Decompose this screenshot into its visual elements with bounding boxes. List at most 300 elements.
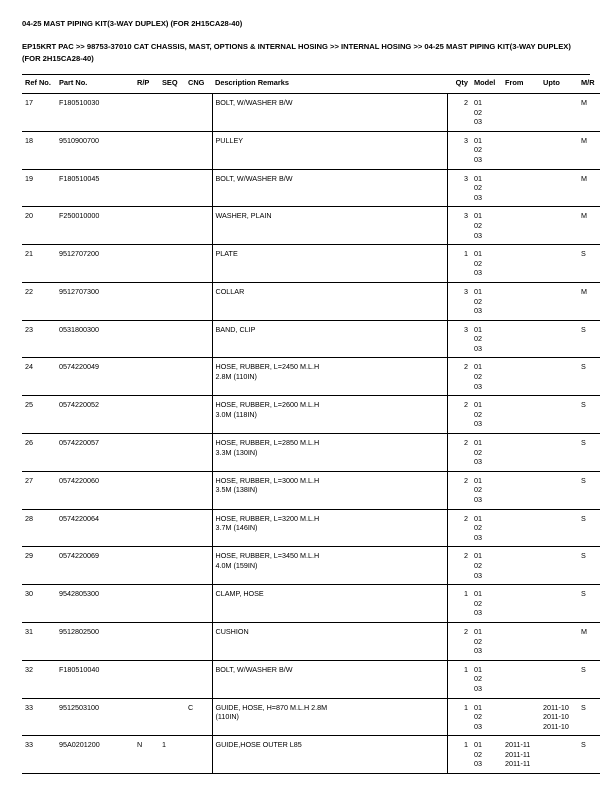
table-row [22, 282, 600, 320]
cell-model-line: 01 [474, 362, 482, 372]
cell-model-line: 02 [474, 220, 482, 230]
cell-model-line: 01 [474, 513, 482, 523]
cell-cng [185, 434, 212, 472]
cell-desc-line: (110IN) [215, 712, 239, 722]
cell-desc [212, 660, 447, 698]
cell-seq [159, 471, 185, 509]
cell-ref: 24 [22, 358, 56, 396]
cell-seq [159, 660, 185, 698]
cell-model-line: 03 [474, 230, 482, 240]
cell-desc-line: HOSE, RUBBER, L=2850 M.L.H [215, 438, 320, 448]
cell-ref: 22 [22, 282, 56, 320]
cell-from-line: 2011-11 [505, 759, 531, 769]
cell-desc-line: 3.7M (146IN) [215, 523, 258, 533]
cell-mr: M [578, 131, 600, 169]
cell-desc-line: HOSE, RUBBER, L=2600 M.L.H [215, 400, 320, 410]
cell-from [502, 131, 540, 169]
cell-part: 0574220060 [56, 471, 134, 509]
cell-desc-line: PULLEY [215, 135, 244, 145]
cell-model [471, 736, 502, 774]
cell-part: 0574220064 [56, 509, 134, 547]
cell-qty: 2 [447, 509, 471, 547]
breadcrumb: EP15KRT PAC >> 98753-37010 CAT CHASSIS, MAST, OPTIONS & INTERNAL HOSING >> INTERNAL HOSING >> 04-25 MAST PIPING KIT(3-WAY DUPLEX) (FOR 2H15CA28-40) [22, 42, 571, 63]
cell-ref: 17 [22, 94, 56, 132]
cell-model-line: 03 [474, 343, 482, 353]
cell-from [502, 736, 540, 774]
cell-from [502, 94, 540, 132]
cell-cng [185, 320, 212, 358]
cell-model-line: 02 [474, 560, 482, 570]
column-header-seq: SEQ [159, 75, 185, 94]
cell-part: 0574220052 [56, 396, 134, 434]
cell-model-line: 03 [474, 608, 482, 618]
cell-model-line: 01 [474, 664, 482, 674]
column-header-rp: R/P [134, 75, 159, 94]
cell-qty: 2 [447, 94, 471, 132]
cell-desc [212, 585, 447, 623]
cell-desc [212, 282, 447, 320]
cell-desc [212, 434, 447, 472]
table-row [22, 207, 600, 245]
table-row [22, 396, 600, 434]
cell-desc [212, 358, 447, 396]
cell-model-line: 02 [474, 636, 482, 646]
cell-model-line: 01 [474, 400, 482, 410]
cell-rp [134, 207, 159, 245]
cell-desc-line: 2.8M (110IN) [215, 372, 257, 382]
cell-qty: 2 [447, 358, 471, 396]
cell-upto [540, 320, 578, 358]
cell-ref: 32 [22, 660, 56, 698]
cell-rp [134, 471, 159, 509]
cell-qty: 3 [447, 131, 471, 169]
cell-part: 0531800300 [56, 320, 134, 358]
cell-desc [212, 94, 447, 132]
cell-model-line: 01 [474, 551, 482, 561]
cell-model-line: 02 [474, 334, 482, 344]
cell-model-line: 02 [474, 258, 482, 268]
cell-model-line: 02 [474, 749, 482, 759]
cell-seq [159, 547, 185, 585]
cell-desc-line: 3.5M (138IN) [215, 485, 258, 495]
cell-model-line: 01 [474, 249, 482, 259]
cell-upto [540, 509, 578, 547]
cell-upto [540, 94, 578, 132]
cell-model-line: 03 [474, 117, 482, 127]
cell-upto-line: 2011-10 [543, 702, 569, 712]
cell-upto-line: 2011-10 [543, 721, 569, 731]
cell-model-line: 02 [474, 372, 482, 382]
cell-ref: 30 [22, 585, 56, 623]
cell-from [502, 585, 540, 623]
cell-from [502, 169, 540, 207]
cell-ref: 23 [22, 320, 56, 358]
cell-seq [159, 396, 185, 434]
cell-model-line: 02 [474, 107, 482, 117]
cell-cng [185, 660, 212, 698]
cell-desc-line: BOLT, W/WASHER B/W [215, 173, 293, 183]
cell-qty: 2 [447, 547, 471, 585]
cell-desc-line: 3.3M (130IN) [215, 447, 258, 457]
cell-seq [159, 320, 185, 358]
cell-model-line: 03 [474, 192, 482, 202]
table-row [22, 698, 600, 736]
cell-desc-line: CLAMP, HOSE [215, 589, 264, 599]
cell-mr: M [578, 207, 600, 245]
cell-mr: S [578, 736, 600, 774]
cell-from [502, 698, 540, 736]
cell-rp [134, 282, 159, 320]
cell-upto [540, 585, 578, 623]
cell-mr: S [578, 396, 600, 434]
cell-from [502, 434, 540, 472]
cell-seq [159, 698, 185, 736]
cell-seq [159, 358, 185, 396]
cell-model-line: 02 [474, 145, 482, 155]
cell-mr: M [578, 622, 600, 660]
table-row [22, 94, 600, 132]
cell-ref: 33 [22, 736, 56, 774]
table-row [22, 320, 600, 358]
cell-desc-line: HOSE, RUBBER, L=3000 M.L.H [215, 475, 320, 485]
cell-part: F250010000 [56, 207, 134, 245]
cell-upto [540, 169, 578, 207]
cell-model-line: 02 [474, 674, 482, 684]
cell-mr: S [578, 245, 600, 283]
cell-mr: S [578, 698, 600, 736]
cell-desc [212, 736, 447, 774]
cell-desc-line: CUSHION [215, 626, 249, 636]
cell-ref: 20 [22, 207, 56, 245]
cell-seq [159, 94, 185, 132]
cell-rp [134, 434, 159, 472]
cell-part: 9512503100 [56, 698, 134, 736]
cell-model-line: 03 [474, 306, 482, 316]
cell-qty: 3 [447, 282, 471, 320]
cell-seq [159, 282, 185, 320]
cell-mr: M [578, 282, 600, 320]
cell-qty: 1 [447, 245, 471, 283]
cell-model-line: 01 [474, 702, 482, 712]
cell-upto [540, 245, 578, 283]
cell-ref: 31 [22, 622, 56, 660]
cell-desc-line: HOSE, RUBBER, L=3200 M.L.H [215, 513, 320, 523]
cell-rp [134, 622, 159, 660]
cell-model [471, 698, 502, 736]
cell-seq [159, 207, 185, 245]
cell-mr: M [578, 94, 600, 132]
cell-cng [185, 585, 212, 623]
cell-model-line: 03 [474, 759, 482, 769]
cell-qty: 3 [447, 320, 471, 358]
table-row [22, 547, 600, 585]
cell-cng [185, 207, 212, 245]
cell-from [502, 320, 540, 358]
cell-from [502, 245, 540, 283]
cell-model [471, 169, 502, 207]
cell-rp [134, 698, 159, 736]
cell-model [471, 131, 502, 169]
cell-ref: 29 [22, 547, 56, 585]
cell-model [471, 585, 502, 623]
cell-model [471, 358, 502, 396]
cell-cng [185, 509, 212, 547]
cell-model-line: 02 [474, 712, 482, 722]
cell-model-line: 03 [474, 570, 482, 580]
cell-part: 0574220049 [56, 358, 134, 396]
cell-rp [134, 547, 159, 585]
table-row [22, 131, 600, 169]
cell-model-line: 01 [474, 438, 482, 448]
cell-model-line: 02 [474, 523, 482, 533]
cell-cng: C [185, 698, 212, 736]
cell-from [502, 622, 540, 660]
cell-model-line: 02 [474, 183, 482, 193]
cell-model [471, 94, 502, 132]
table-body [22, 94, 600, 774]
cell-model-line: 01 [474, 98, 482, 107]
cell-model [471, 396, 502, 434]
cell-cng [185, 131, 212, 169]
cell-model [471, 660, 502, 698]
cell-cng [185, 736, 212, 774]
cell-desc-line: BOLT, W/WASHER B/W [215, 98, 293, 107]
table-row [22, 660, 600, 698]
cell-desc [212, 207, 447, 245]
cell-desc-line: WASHER, PLAIN [215, 211, 272, 221]
cell-cng [185, 547, 212, 585]
cell-cng [185, 245, 212, 283]
table-row [22, 358, 600, 396]
cell-ref: 27 [22, 471, 56, 509]
cell-upto [540, 736, 578, 774]
cell-qty: 1 [447, 736, 471, 774]
cell-from [502, 358, 540, 396]
cell-model-line: 03 [474, 532, 482, 542]
cell-desc-line: 3.0M (118IN) [215, 409, 257, 419]
cell-cng [185, 396, 212, 434]
cell-rp [134, 245, 159, 283]
cell-rp [134, 660, 159, 698]
cell-upto [540, 471, 578, 509]
cell-rp [134, 396, 159, 434]
cell-model-line: 02 [474, 296, 482, 306]
cell-qty: 2 [447, 471, 471, 509]
cell-from [502, 207, 540, 245]
cell-qty: 1 [447, 698, 471, 736]
cell-upto-line: 2011-10 [543, 712, 569, 722]
cell-desc-line: 4.0M (159IN) [215, 560, 258, 570]
cell-mr: S [578, 585, 600, 623]
cell-mr: S [578, 358, 600, 396]
cell-part: 95A0201200 [56, 736, 134, 774]
cell-upto [540, 547, 578, 585]
cell-cng [185, 94, 212, 132]
cell-model [471, 245, 502, 283]
table-row [22, 169, 600, 207]
cell-rp: N [134, 736, 159, 774]
table-row [22, 509, 600, 547]
column-header-cng: CNG [185, 75, 212, 94]
cell-rp [134, 94, 159, 132]
cell-seq [159, 169, 185, 207]
cell-upto [540, 660, 578, 698]
cell-qty: 3 [447, 169, 471, 207]
cell-model [471, 547, 502, 585]
cell-from [502, 547, 540, 585]
cell-upto [540, 698, 578, 736]
parts-table [22, 75, 600, 774]
cell-model-line: 01 [474, 626, 482, 636]
cell-upto [540, 434, 578, 472]
cell-rp [134, 320, 159, 358]
cell-from [502, 282, 540, 320]
cell-seq: 1 [159, 736, 185, 774]
cell-model-line: 01 [474, 211, 482, 221]
cell-model-line: 01 [474, 475, 482, 485]
cell-rp [134, 358, 159, 396]
cell-part: F180510030 [56, 94, 134, 132]
cell-desc [212, 547, 447, 585]
cell-mr: S [578, 547, 600, 585]
cell-desc [212, 245, 447, 283]
column-header-description: Description Remarks [212, 75, 447, 94]
cell-mr: S [578, 509, 600, 547]
cell-mr: S [578, 320, 600, 358]
cell-model-line: 01 [474, 135, 482, 145]
table-header-row [22, 75, 600, 94]
cell-seq [159, 509, 185, 547]
cell-model [471, 282, 502, 320]
column-header-upto: Upto [540, 75, 578, 94]
table-row [22, 585, 600, 623]
cell-desc-line: PLATE [215, 249, 238, 259]
cell-seq [159, 585, 185, 623]
column-header-mr: M/R [578, 75, 600, 94]
column-header-model: Model [471, 75, 502, 94]
cell-desc-line: GUIDE, HOSE, H=870 M.L.H 2.8M [215, 702, 328, 712]
cell-desc-line: BOLT, W/WASHER B/W [215, 664, 293, 674]
cell-mr: M [578, 169, 600, 207]
cell-ref: 19 [22, 169, 56, 207]
cell-cng [185, 282, 212, 320]
cell-ref: 21 [22, 245, 56, 283]
cell-from-line: 2011-11 [505, 740, 531, 750]
cell-cng [185, 622, 212, 660]
cell-from-line: 2011-11 [505, 749, 531, 759]
column-header-ref: Ref No. [22, 75, 56, 94]
table-row [22, 245, 600, 283]
cell-from [502, 509, 540, 547]
cell-mr: S [578, 434, 600, 472]
cell-model-line: 03 [474, 683, 482, 693]
cell-model-line: 03 [474, 419, 482, 429]
column-header-from: From [502, 75, 540, 94]
cell-seq [159, 131, 185, 169]
cell-model-line: 03 [474, 495, 482, 504]
cell-part: F180510045 [56, 169, 134, 207]
cell-seq [159, 245, 185, 283]
cell-cng [185, 169, 212, 207]
cell-part: F180510040 [56, 660, 134, 698]
cell-part: 9542805300 [56, 585, 134, 623]
cell-desc [212, 509, 447, 547]
cell-model [471, 622, 502, 660]
cell-model-line: 01 [474, 173, 482, 183]
cell-qty: 1 [447, 585, 471, 623]
column-header-qty: Qty [447, 75, 471, 94]
cell-model-line: 03 [474, 457, 482, 467]
cell-part: 0574220057 [56, 434, 134, 472]
cell-upto [540, 622, 578, 660]
cell-desc [212, 169, 447, 207]
cell-desc [212, 131, 447, 169]
cell-qty: 1 [447, 660, 471, 698]
cell-desc-line: HOSE, RUBBER, L=2450 M.L.H [215, 362, 320, 372]
cell-model-line: 01 [474, 324, 482, 334]
cell-desc-line: HOSE, RUBBER, L=3450 M.L.H [215, 551, 320, 561]
table-row [22, 471, 600, 509]
cell-model-line: 02 [474, 409, 482, 419]
cell-desc [212, 396, 447, 434]
cell-ref: 26 [22, 434, 56, 472]
cell-upto [540, 207, 578, 245]
cell-cng [185, 471, 212, 509]
cell-rp [134, 509, 159, 547]
cell-ref: 25 [22, 396, 56, 434]
cell-rp [134, 585, 159, 623]
cell-model [471, 434, 502, 472]
cell-model-line: 03 [474, 381, 482, 391]
cell-ref: 28 [22, 509, 56, 547]
cell-rp [134, 169, 159, 207]
cell-from [502, 660, 540, 698]
cell-qty: 2 [447, 622, 471, 660]
cell-desc [212, 622, 447, 660]
cell-ref: 18 [22, 131, 56, 169]
cell-upto [540, 282, 578, 320]
cell-qty: 2 [447, 434, 471, 472]
cell-model-line: 01 [474, 286, 482, 296]
column-header-part: Part No. [56, 75, 134, 94]
table-row [22, 434, 600, 472]
cell-part: 9512802500 [56, 622, 134, 660]
cell-model [471, 207, 502, 245]
cell-cng [185, 358, 212, 396]
cell-desc-line: BAND, CLIP [215, 324, 256, 334]
cell-part: 9512707200 [56, 245, 134, 283]
cell-model [471, 320, 502, 358]
cell-model-line: 03 [474, 154, 482, 164]
cell-model-line: 03 [474, 721, 482, 731]
cell-qty: 2 [447, 396, 471, 434]
cell-model [471, 471, 502, 509]
cell-part: 9510900700 [56, 131, 134, 169]
cell-desc [212, 320, 447, 358]
cell-model-line: 02 [474, 485, 482, 495]
cell-desc-line: COLLAR [215, 286, 245, 296]
cell-part: 0574220069 [56, 547, 134, 585]
cell-from [502, 396, 540, 434]
cell-from [502, 471, 540, 509]
cell-model [471, 509, 502, 547]
cell-part: 9512707300 [56, 282, 134, 320]
cell-model-line: 02 [474, 598, 482, 608]
cell-model-line: 01 [474, 740, 482, 750]
page-title: 04-25 MAST PIPING KIT(3-WAY DUPLEX) (FOR 2H15CA28-40) [22, 19, 243, 28]
table-header [22, 75, 600, 94]
cell-model-line: 01 [474, 589, 482, 599]
